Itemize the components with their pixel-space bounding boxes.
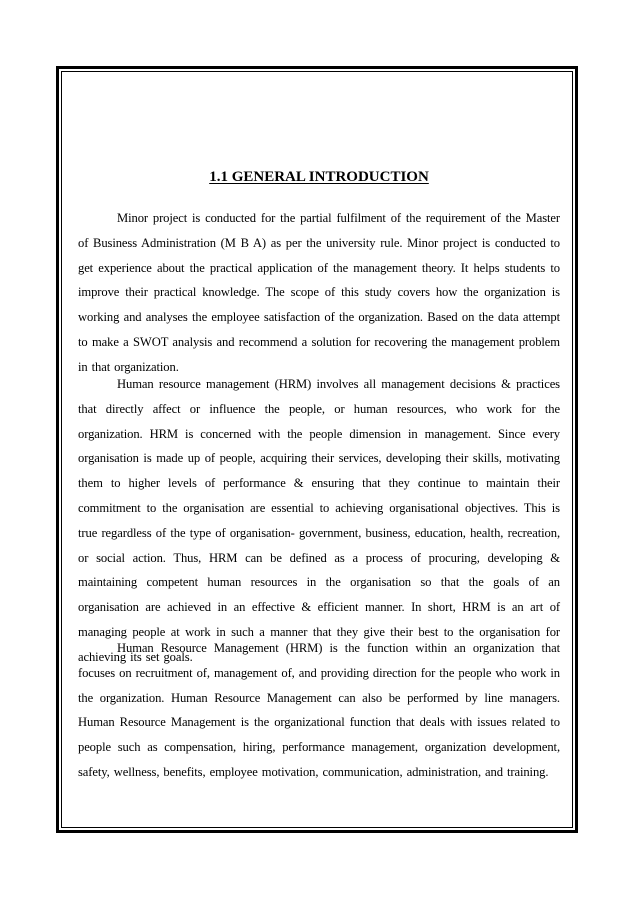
paragraph-hrm-function: Human Resource Management (HRM) is the function within an organization that focuses on recruitment of, management of, and providing direction for the people who work in the organization. Human Resource Management can also be performed by line managers. Human Resource Management is the organizational function that deals with issues related to people such as compensation, hiring, performance management, organization development, safety, wellness, benefits, employee motivation, communication, administration, and training. <box>78 641 560 779</box>
paragraph-minor-project: Minor project is conducted for the partial fulfilment of the requirement of the Master of Business Administration (M B A) as per the university rule. Minor project is conducted to get experience about the practical application of the management theory. It helps students to improve their practical knowledge. The scope of this study covers how the organization is working and analyses the employee satisfaction of the organization. Based on the data attempt to make a SWOT analysis and recommend a solution for recovering the management problem in that organization. <box>78 211 560 374</box>
paragraph-hrm-definition: Human resource management (HRM) involves all management decisions & practices that directly affect or influence the people, or human resources, who work for the organization. HRM is concerned with the people dimension in management. Since every organisation is made up of people, acquiring their services, developing their skills, motivating them to higher levels of performance & ensuring that they continue to maintain their commitment to the organisation are essential to achieving organisational objectives. This is true regardless of the type of organisation- government, business, education, health, recreation, or social action. Thus, HRM can be defined as a process of procuring, developing & maintaining competent human resources in the organisation so that the goals of an organisation are achieved in an effective & efficient manner. In short, HRM is an art of managing people at work in such a manner that they give their best to the organisation for achieving its set goals. <box>78 377 560 664</box>
section-heading: 1.1 GENERAL INTRODUCTION <box>209 169 429 185</box>
